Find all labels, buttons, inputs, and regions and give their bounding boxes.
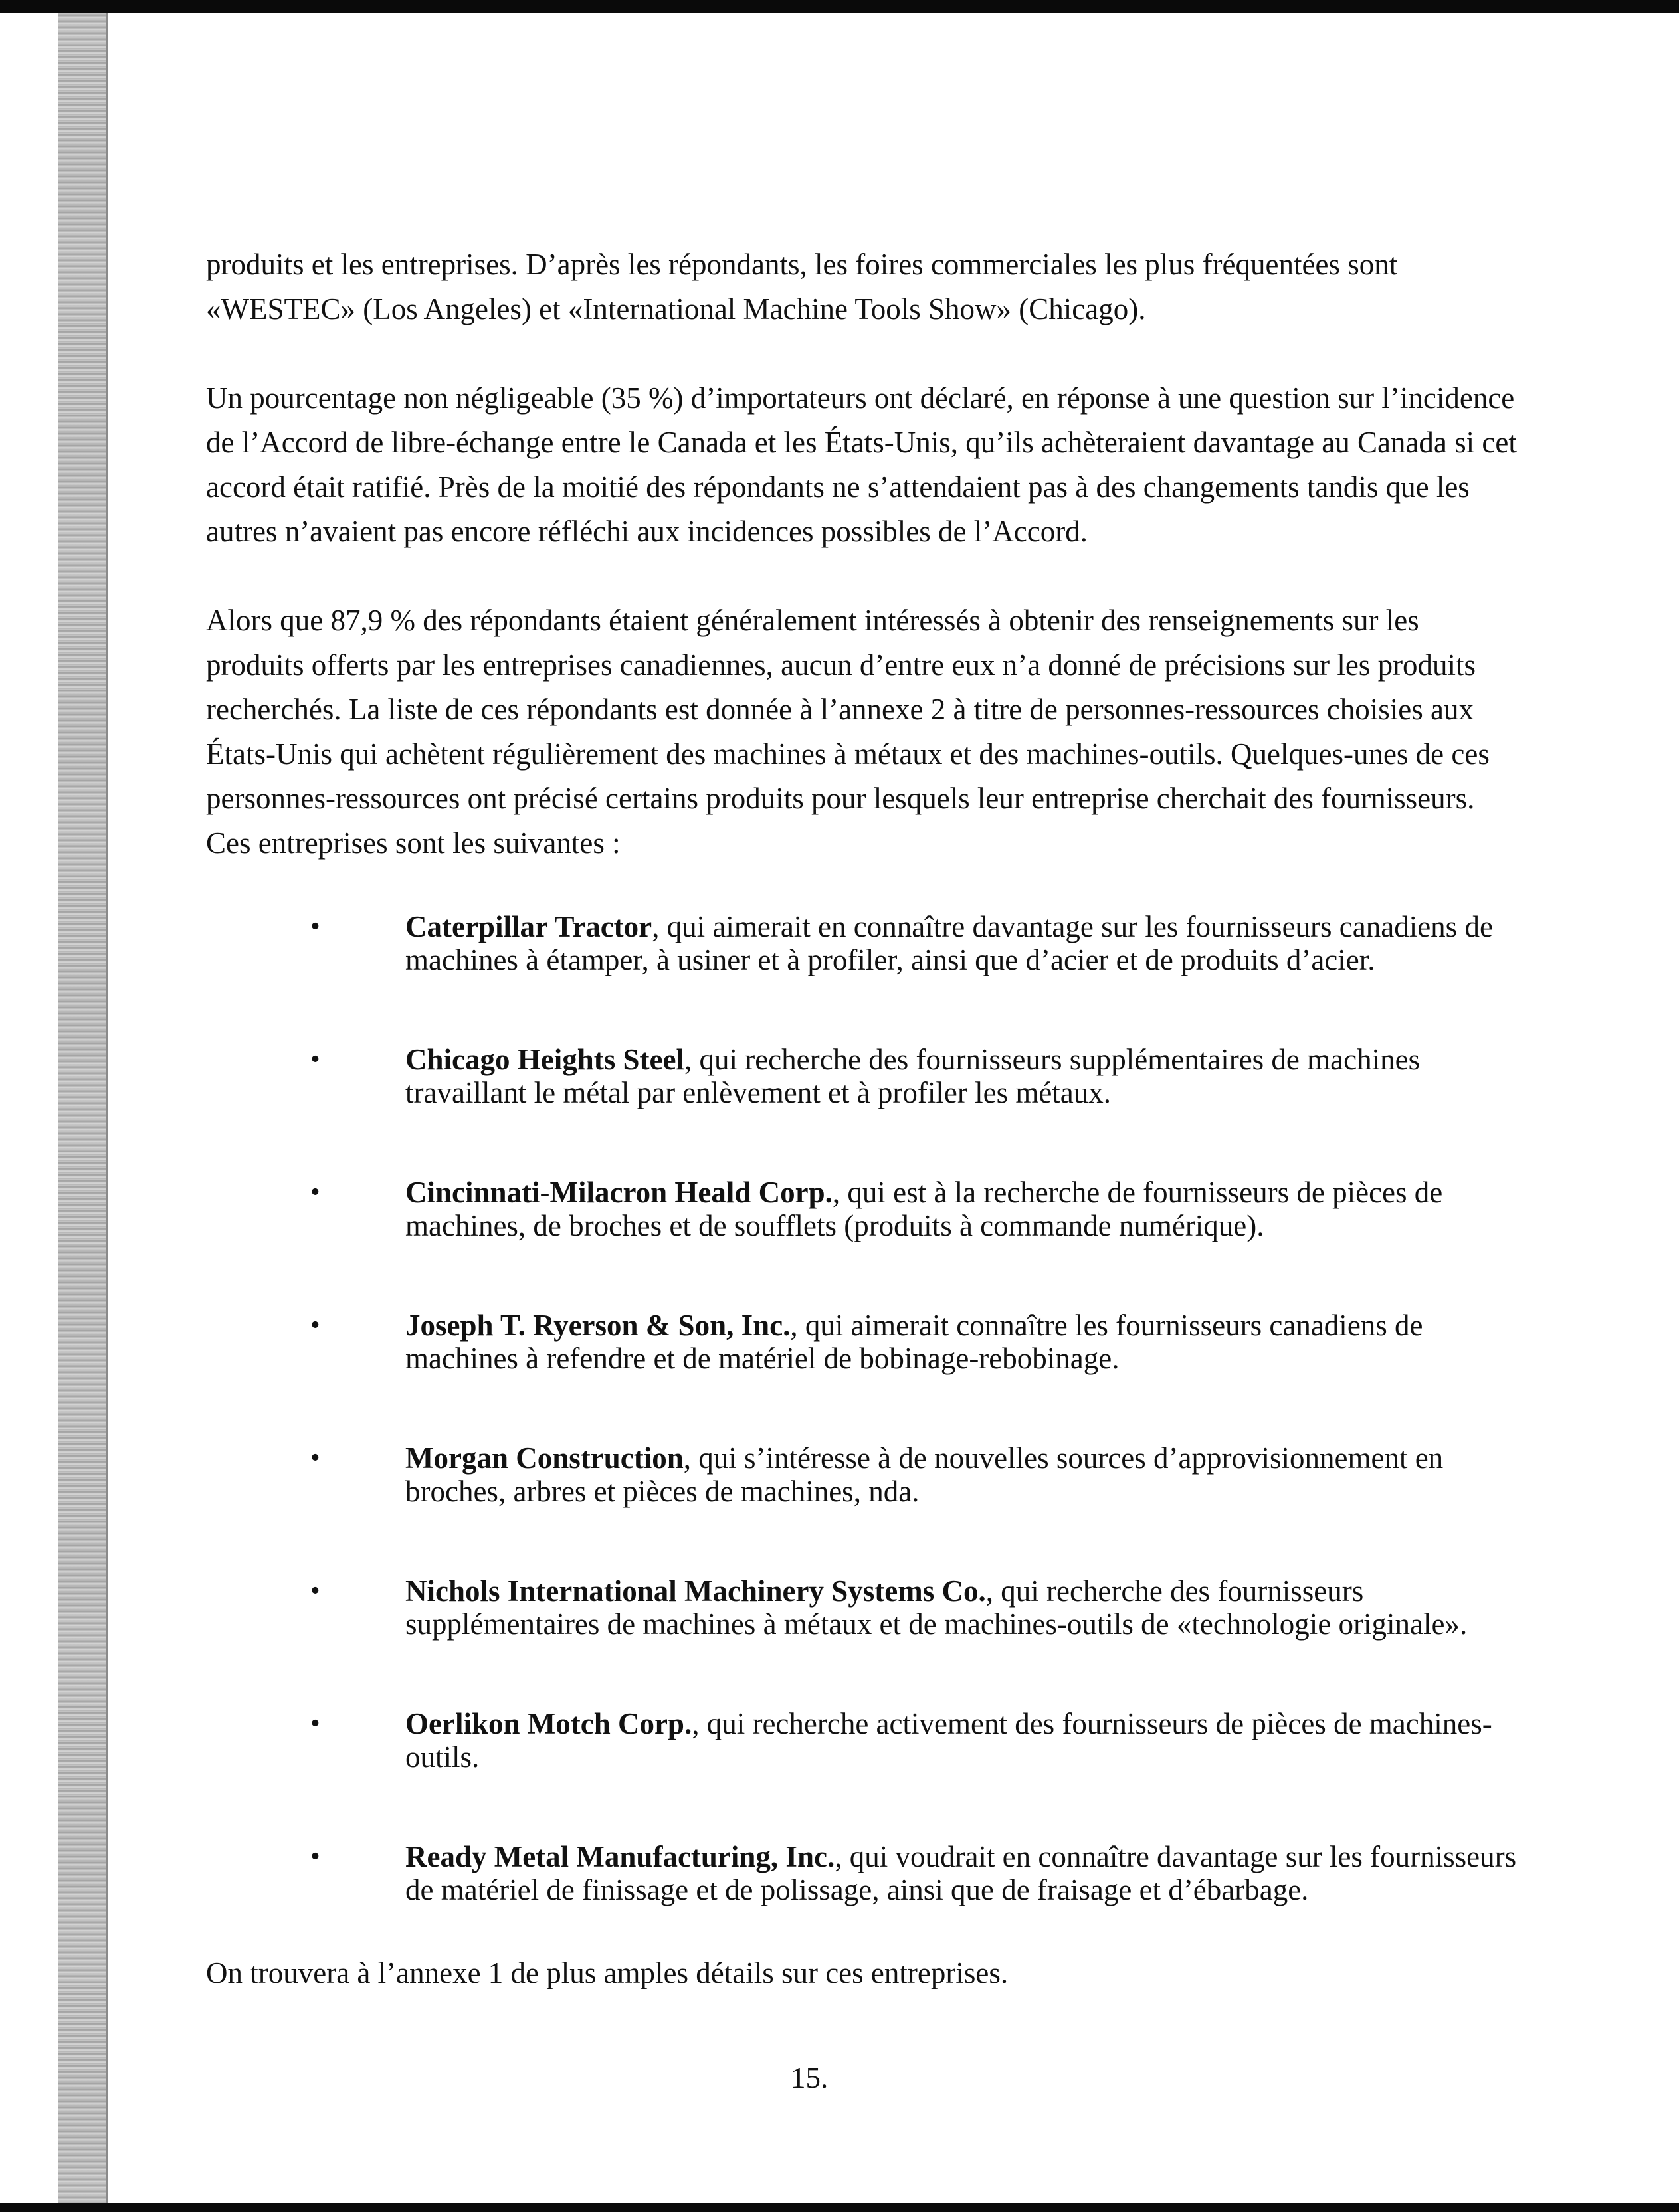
bullet-icon: • — [310, 1443, 320, 1473]
paragraph-trade-shows: produits et les entreprises. D’après les répondants, les foires commerciales les plus fréquentées sont «WESTEC» (Los Angeles) et «International Machine Tools Show» (Chicago). — [206, 248, 1398, 325]
company-description: , qui s’intéresse à de nouvelles sources d’approvisionnement en broches, arbres et pièces de machines, nda. — [405, 1441, 1444, 1508]
document-page — [206, 242, 1522, 2040]
company-description: , qui aimerait en connaître davantage sur les fournisseurs canadiens de machines à étamper, à usiner et à profiler, ainsi que d’acier et de produits d’acier. — [405, 910, 1493, 976]
company-name: Nichols International Machinery Systems Co. — [405, 1574, 986, 1608]
bullet-icon: • — [310, 1177, 320, 1208]
scan-bottom-border — [0, 2203, 1679, 2212]
company-name: Chicago Heights Steel — [405, 1043, 684, 1076]
company-description: , qui aimerait connaître les fournisseurs canadiens de machines à refendre et de matériel de bobinage-rebobinage. — [405, 1309, 1423, 1375]
bullet-icon: • — [310, 911, 320, 942]
company-description: , qui recherche des fournisseurs supplémentaires de machines travaillant le métal par enlèvement et à profiler les métaux. — [405, 1043, 1421, 1109]
bullet-icon: • — [310, 1310, 320, 1340]
list-item — [206, 1441, 1522, 1508]
list-item-text — [405, 1840, 1522, 1906]
list-item-text — [405, 1707, 1522, 1774]
list-item-text — [405, 1574, 1522, 1641]
list-item — [206, 1840, 1522, 1906]
company-name: Ready Metal Manufacturing, Inc. — [405, 1840, 835, 1873]
list-item — [206, 1309, 1522, 1375]
company-list — [206, 910, 1522, 1906]
bullet-icon: • — [310, 1708, 320, 1739]
scan-top-border — [0, 0, 1679, 13]
scan-binding-edge — [58, 13, 108, 2203]
list-item-text — [405, 910, 1522, 976]
list-item — [206, 1707, 1522, 1774]
company-name: Caterpillar Tractor — [405, 910, 652, 943]
paragraph-closing: On trouvera à l’annexe 1 de plus amples détails sur ces entreprises. — [206, 1956, 1009, 1989]
bullet-icon: • — [310, 1576, 320, 1606]
list-item — [206, 910, 1522, 976]
list-item-text — [405, 1441, 1522, 1508]
company-name: Cincinnati-Milacron Heald Corp. — [405, 1176, 833, 1209]
page-number: 15. — [791, 2061, 829, 2094]
company-name: Joseph T. Ryerson & Son, Inc. — [405, 1309, 791, 1342]
list-item-text — [405, 1309, 1522, 1375]
company-description: , qui recherche des fournisseurs supplémentaires de machines à métaux et de machines-outils de «technologie originale». — [405, 1574, 1468, 1641]
company-description: , qui voudrait en connaître davantage sur les fournisseurs de matériel de finissage et de polissage, ainsi que de fraisage et d’ébarbage. — [405, 1840, 1517, 1906]
bullet-icon: • — [310, 1841, 320, 1872]
bullet-icon: • — [310, 1044, 320, 1075]
company-description: , qui est à la recherche de fournisseurs de pièces de machines, de broches et de soufflets (produits à commande numérique). — [405, 1176, 1443, 1242]
paragraph-respondents: Alors que 87,9 % des répondants étaient généralement intéressés à obtenir des renseignements sur les produits offerts par les entreprises canadiennes, aucun d’entre eux n’a donné de précisions sur les produits recherchés. La liste de ces répondants est donnée à l’annexe 2 à titre de personnes-ressources choisies aux États-Unis qui achètent régulièrement des machines à métaux et des machines-outils. Quelques-unes de ces personnes-ressources ont précisé certains produits pour lesquels leur entreprise cherchait des fournisseurs. Ces entreprises sont les suivantes : — [206, 604, 1490, 860]
company-name: Oerlikon Motch Corp. — [405, 1707, 692, 1740]
list-item — [206, 1043, 1522, 1109]
list-item-text — [405, 1176, 1522, 1242]
list-item — [206, 1176, 1522, 1242]
paragraph-free-trade-agreement: Un pourcentage non négligeable (35 %) d’importateurs ont déclaré, en réponse à une question sur l’incidence de l’Accord de libre-échange entre le Canada et les États-Unis, qu’ils achèteraient davantage au Canada si cet accord était ratifié. Près de la moitié des répondants ne s’attendaient pas à des changements tandis que les autres n’avaient pas encore réfléchi aux incidences possibles de l’Accord. — [206, 381, 1517, 548]
list-item — [206, 1574, 1522, 1641]
scan-left-margin — [0, 13, 58, 2203]
list-item-text — [405, 1043, 1522, 1109]
company-name: Morgan Construction — [405, 1441, 684, 1475]
company-description: , qui recherche activement des fournisseurs de pièces de machines-outils. — [405, 1707, 1492, 1774]
